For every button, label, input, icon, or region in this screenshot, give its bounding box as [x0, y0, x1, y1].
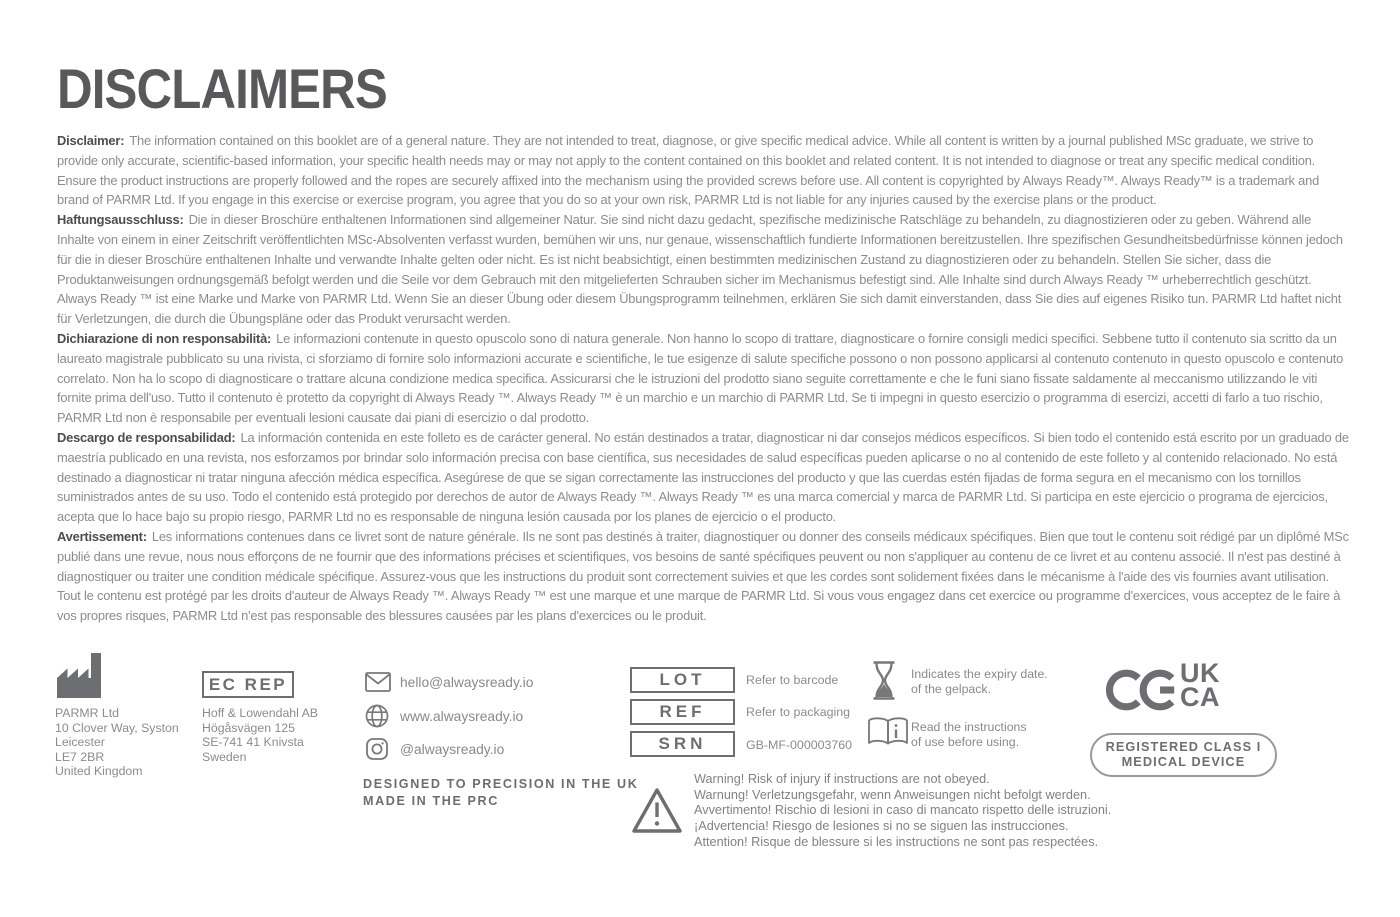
disclaimer-body-es: La información contenida en este folleto es de carácter general. No están destinados a tratar, diagnosticar ni dar consejos médicos específicos. Si bien todo el contenido está escrito por un graduado de maestría publicado en una revista, nos esforzamos por brindar solo información precisa con base científica, sus necesidades de salud específicas pueden aplicarse o no al contenido de este folleto y al contenido relacionado. No está destinado a diagnosticar ni tratar ninguna afección médica específica. Asegúrese de que se sigan correctamente las instrucciones del producto y que las cuerdas estén fijadas de forma segura en el mecanismo con los tornillos suministrados antes de su uso. Todo el contenido está protegido por derechos de autor de Always Ready ™. Always Ready ™ es una marca comercial y marca de PARMR Ltd. Si participa en este ejercicio o programa de ejercicios, acepta que lo hace bajo su propio riesgo, PARMR Ltd no es responsable de ninguna lesión causada por los planes de ejercicio o el producto.: [57, 429, 1349, 525]
manufacturer-icon: [57, 653, 103, 698]
email-value: hello@alwaysready.io: [400, 675, 534, 690]
disclaimer-label-de: Haftungsausschluss:: [57, 212, 184, 228]
read-instructions-line-1: Read the instructions: [911, 720, 1027, 734]
manufacturer-postcode: LE7 2BR: [55, 749, 105, 764]
instagram-value: @alwaysready.io: [400, 742, 505, 757]
manufacturer-address: [55, 706, 179, 779]
warning-text-block: [694, 772, 1111, 851]
website-value: www.alwaysready.io: [400, 709, 524, 724]
disclaimer-paragraph-it: [57, 329, 1349, 428]
warning-line-de: Warnung! Verletzungsgefahr, wenn Anweisungen nicht befolgt werden.: [694, 787, 1091, 802]
disclaimer-text-block: [57, 131, 1349, 626]
ukca-mark-top: UK: [1180, 658, 1220, 688]
ec-rep-postcode: SE-741 41 Knivsta: [202, 735, 304, 750]
disclaimer-body-de: Die in dieser Broschüre enthaltenen Informationen sind allgemeiner Natur. Sie sind nicht dazu gedacht, spezifische medizinische Ratschläge zu behandeln, zu diagnostizieren oder zu geben. Während alle Inhalte von einem in einer Zeitschrift veröffentlichten MSc-Absolventen verfasst wurden, bemühen wir uns, nur genaue, wissenschaftlich fundierte Informationen bereitzustellen. Ihre spezifischen Gesundheitsbedürfnisse können jedoch für die in dieser Broschüre enthaltenen Inhalte und verwandte Inhalte gelten oder nicht. Es ist nicht beabsichtigt, einen bestimmten medizinischen Zustand zu diagnostizieren oder zu behandeln. Stellen Sie sicher, dass die Produktanweisungen ordnungsgemäß befolgt werden und die Seile vor dem Gebrauch mit den mitgelieferten Schrauben sicher im Mechanismus befestigt sind. Alle Inhalte sind durch Always Ready ™ urheberrechtlich geschützt. Always Ready ™ ist eine Marke und Marke von PARMR Ltd. Wenn Sie an dieser Übung oder diesem Übungsprogramm teilnehmen, erklären Sie sich damit einverstanden, dass Sie dies auf eigenes Risiko tun. PARMR Ltd haftet nicht für Verletzungen, die durch die Übungspläne oder das Produkt verursacht werden.: [57, 212, 1343, 327]
lot-value: Refer to barcode: [746, 673, 839, 687]
disclaimer-label-es: Descargo de responsabilidad:: [57, 429, 236, 445]
ec-rep-street: Högåsvägen 125: [202, 720, 295, 735]
disclaimer-label-en: Disclaimer:: [57, 133, 125, 148]
disclaimer-paragraph-fr: [57, 527, 1349, 626]
disclaimer-paragraph-de: [57, 210, 1349, 329]
expiry-text: [911, 667, 1048, 697]
warning-line-it: Avvertimento! Rischio di lesioni in caso di mancato rispetto delle istruzioni.: [694, 803, 1112, 818]
page-title: DISCLAIMERS: [57, 57, 387, 120]
warning-line-fr: Attention! Risque de blessure si les instructions ne sont pas respectées.: [694, 834, 1099, 849]
srn-value: GB-MF-000003760: [746, 738, 853, 752]
manufacturer-country: United Kingdom: [55, 764, 143, 779]
disclaimer-body-it: Le informazioni contenute in questo opuscolo sono di natura generale. Non hanno lo scopo di trattare, diagnosticare o fornire consigli medici specifici. Sebbene tutto il contenuto sia scritto da un laureato magistrale pubblicato su una rivista, ci sforziamo di fornire solo informazioni accurate e scientifiche, le tue esigenze di salute specifiche possono o non possono applicarsi al contenuto contenuto in questo opuscolo e contenuto correlato. Non ha lo scopo di diagnosticare o trattare alcuna condizione medica specifica. Assicurarsi che le istruzioni del prodotto siano seguite correttamente e che le funi siano fissate saldamente al meccanismo utilizzando le viti fornite prima dell'uso. Tutto il contenuto è protetto da copyright di Always Ready ™. Always Ready ™ è un marchio e un marchio di PARMR Ltd. Se ti impegni in questo esercizio o programma di esercizi, accetti di farlo a tuo rischio, PARMR Ltd non è responsabile per eventuali lesioni causate dai piani di esercizio o dal prodotto.: [57, 330, 1344, 426]
expiry-text-line-2: of the gelpack.: [911, 682, 991, 697]
srn-symbol: SRN: [630, 731, 735, 757]
origin-line-2: MADE IN THE PRC: [363, 794, 499, 808]
warning-line-es: ¡Advertencia! Riesgo de lesiones si no se siguen las instrucciones.: [694, 819, 1069, 834]
expiry-text-line-1: Indicates the expiry date.: [911, 667, 1048, 681]
ec-rep-name: Hoff & Lowendahl AB: [202, 706, 318, 720]
website-globe-icon: [365, 704, 389, 728]
warning-triangle-icon: [631, 786, 683, 836]
ec-rep-symbol: EC REP: [202, 671, 294, 698]
ref-symbol: REF: [630, 699, 735, 725]
warning-line-en: Warning! Risk of injury if instructions are not obeyed.: [694, 772, 990, 786]
ref-value: Refer to packaging: [746, 705, 851, 719]
registered-class-line-1: REGISTERED CLASS I: [1105, 740, 1262, 754]
read-instructions-line-2: of use before using.: [911, 735, 1020, 750]
disclaimer-paragraph-en: [57, 131, 1349, 210]
ukca-mark: [1180, 658, 1220, 712]
ec-rep-country: Sweden: [202, 749, 247, 764]
origin-line-1: DESIGNED TO PRECISION IN THE UK: [363, 777, 639, 791]
disclaimer-label-fr: Avertissement:: [57, 528, 147, 544]
disclaimer-paragraph-es: [57, 428, 1349, 527]
read-instructions-icon: [866, 716, 910, 747]
read-instructions-text: [911, 720, 1027, 750]
disclaimer-body-en: The information contained on this booklet are of a general nature. They are not intended to treat, diagnose, or give specific medical advice. While all content is written by a journal published MSc graduate, we strive to provide only accurate, scientific-based information, your specific health needs may or may not apply to the content contained on this booklet and related content. It is not intended to diagnose or treat any specific medical condition. Ensure the product instructions are properly followed and the ropes are securely affixed into the mechanism using the provided screws before use. All content is copyrighted by Always Ready™. Always Ready™ is a trademark and brand of PARMR Ltd. If you engage in this exercise or exercise program, you agree that you do so at your own risk, PARMR Ltd is not liable for any injuries caused by the exercise plans or the product.: [57, 133, 1320, 208]
instagram-icon: [366, 738, 388, 760]
ce-mark-icon: [1106, 668, 1176, 712]
ec-rep-address: [202, 706, 318, 764]
lot-symbol: LOT: [630, 667, 735, 693]
ukca-mark-bottom: CA: [1180, 682, 1220, 712]
registered-class-line-2: MEDICAL DEVICE: [1121, 755, 1246, 769]
registered-class-badge: [1090, 733, 1277, 777]
manufacturer-city: Leicester: [55, 735, 105, 750]
manufacturer-name: PARMR Ltd: [55, 706, 120, 720]
email-icon: [365, 672, 391, 692]
hourglass-expiry-icon: [872, 661, 896, 700]
disclaimer-body-fr: Les informations contenues dans ce livret sont de nature générale. Ils ne sont pas destinés à traiter, diagnostiquer ou donner des conseils médicaux spécifiques. Bien que tout le contenu soit rédigé par un diplômé MSc publié dans une revue, nous nous efforçons de ne fournir que des informations précises et scientifiques, vos besoins de santé spécifiques peuvent ou non s'appliquer au contenu de ce livret et au contenu associé. Il n'est pas destiné à diagnostiquer ou traiter une condition médicale spécifique. Assurez-vous que les instructions du produit sont correctement suivies et que les cordes sont solidement fixées dans le mécanisme à l'aide des vis fournies avant utilisation. Tout le contenu est protégé par les droits d'auteur de Always Ready ™. Always Ready ™ est une marque et une marque de PARMR Ltd. Si vous vous engagez dans cet exercice ou programme d'exercices, vous acceptez de le faire à vos propres risques, PARMR Ltd n'est pas responsable des blessures causées par les plans d'exercices ou le produit.: [57, 528, 1349, 624]
manufacturer-street: 10 Clover Way, Syston: [55, 720, 179, 735]
disclaimer-label-it: Dichiarazione di non responsabilità:: [57, 330, 272, 346]
